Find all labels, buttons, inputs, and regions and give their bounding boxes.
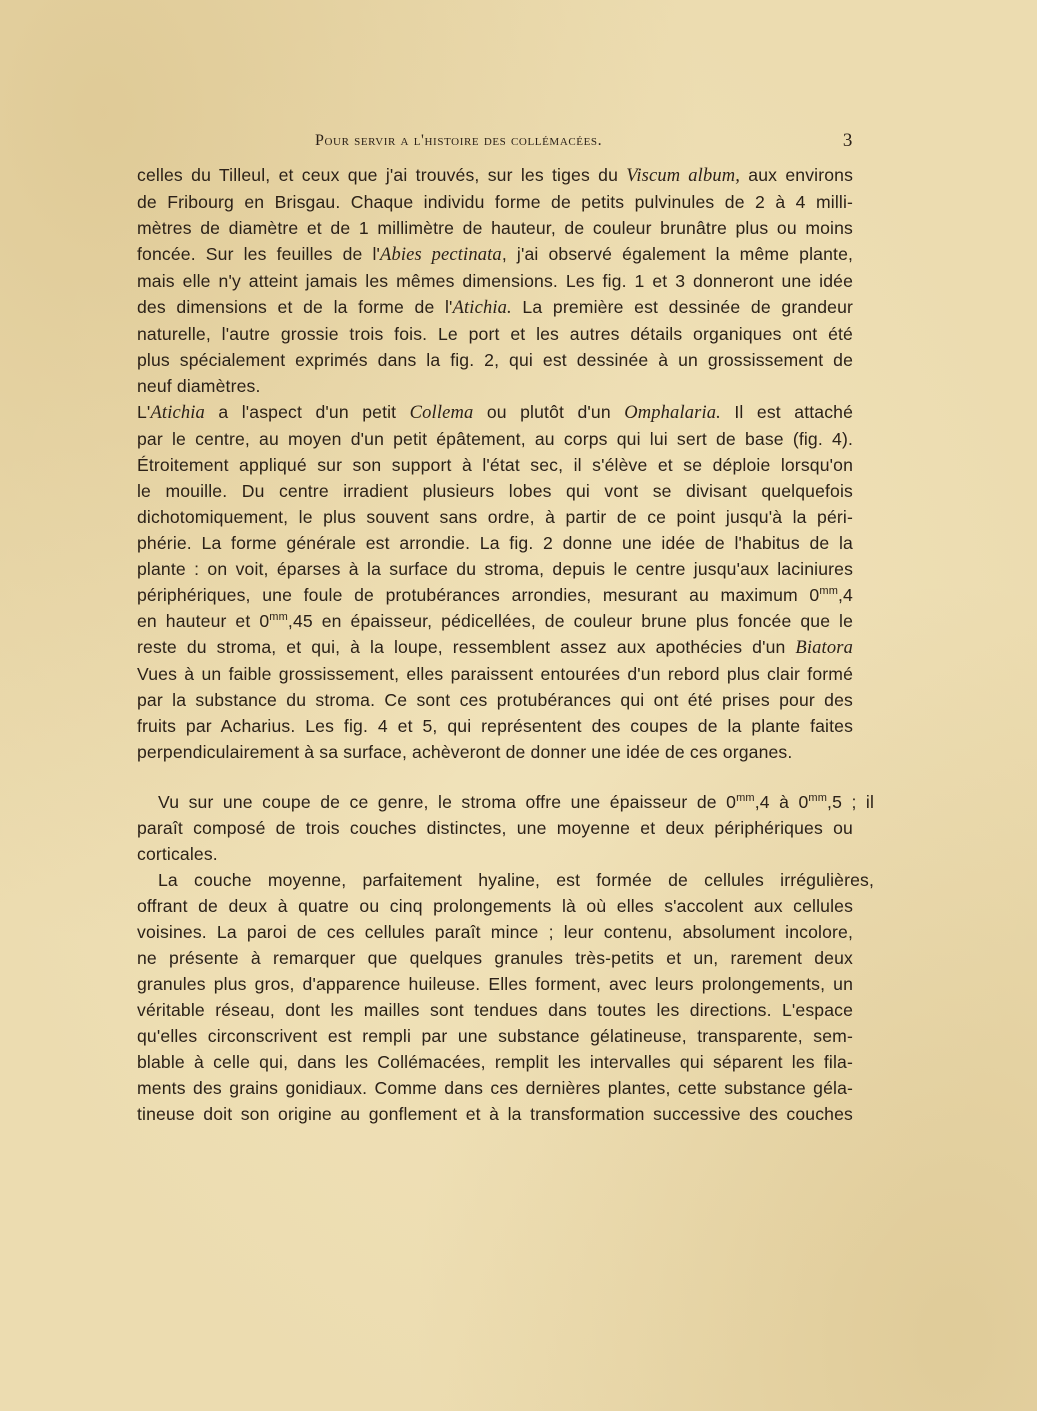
paragraph <box>137 867 875 1127</box>
text-line: Vu sur une coupe de ce genre, le stroma offre une épaisseur de $0^{mm},4$ à $0^{mm},5$ ; il <box>158 792 875 812</box>
text-line: qu'elles circonscrivent est rempli par une substance gélatineuse, transparente, sem- <box>137 1026 853 1046</box>
text-line: ne présente à remarquer que quelques granules très-petits et un, rarement deux <box>137 948 853 968</box>
text-line: phérie. La forme générale est arrondie. La fig. 2 donne une idée de l'habitus de la <box>137 533 853 553</box>
text-line: ments des grains gonidiaux. Comme dans ces dernières plantes, cette substance géla- <box>137 1078 854 1098</box>
page-body <box>137 162 875 1127</box>
paragraph <box>137 162 853 399</box>
text-line: corticales. <box>137 844 218 864</box>
section-gap <box>137 765 853 789</box>
text-line: de Fribourg en Brisgau. Chaque individu forme de petits pulvinules de 2 à 4 milli- <box>137 192 854 212</box>
italic-term: Atichia <box>150 403 205 423</box>
italic-term: Omphalaria. <box>624 403 721 423</box>
text-line: reste du stroma, et qui, à la loupe, ressemblent assez aux apothécies d'un Biatora <box>137 637 853 658</box>
text-line: mais elle n'y atteint jamais les mêmes dimensions. Les fig. 1 et 3 donneront une idée <box>137 271 854 291</box>
text-line: granules plus gros, d'apparence huileuse. Elles forment, avec leurs prolongements, un <box>137 974 854 994</box>
text-line: La couche moyenne, parfaitement hyaline, est formée de cellules irrégulières, <box>158 870 875 890</box>
text-line: tineuse doit son origine au gonflement et à la transformation successive des couches <box>137 1104 853 1124</box>
text-line: par le centre, au moyen d'un petit épâtement, au corps qui lui sert de base (fig. 4). <box>137 429 853 449</box>
text-line: véritable réseau, dont les mailles sont tendues dans toutes les directions. L'espace <box>137 1000 854 1020</box>
text-line: périphériques, une foule de protubérances arrondies, mesurant au maximum $0^{mm},4$ <box>137 585 853 605</box>
text-line: offrant de deux à quatre ou cinq prolongements là où elles s'accolent aux cellules <box>137 896 854 916</box>
text-line: foncée. Sur les feuilles de l'Abies pectinata, j'ai observé également la même plante, <box>137 244 854 265</box>
paragraph <box>137 789 875 867</box>
italic-term: Collema <box>409 403 474 423</box>
paragraph <box>137 399 853 765</box>
italic-term: Viscum album, <box>626 166 741 186</box>
text-line: perpendiculairement à sa surface, achèveront de donner une idée de ces organes. <box>137 742 793 762</box>
text-line: voisines. La paroi de ces cellules paraît mince ; leur contenu, absolument incolore, <box>137 922 853 942</box>
text-line: celles du Tilleul, et ceux que j'ai trouvés, sur les tiges du Viscum album, aux environs <box>137 165 854 186</box>
text-line: blable à celle qui, dans les Collémacées, remplit les intervalles qui séparent les fila- <box>137 1052 853 1072</box>
italic-term: Abies pectinata <box>380 245 502 265</box>
text-line: Vues à un faible grossissement, elles paraissent entourées d'un rebord plus clair formé <box>137 664 853 684</box>
page-number: 3 <box>842 130 853 151</box>
text-line: en hauteur et $0^{mm},45$ en épaisseur, pédicellées, de couleur brune plus foncée que le <box>137 611 854 631</box>
text-line: paraît composé de trois couches distinctes, une moyenne et deux périphériques ou <box>137 818 853 838</box>
text-line: dichotomiquement, le plus souvent sans ordre, à partir de ce point jusqu'à la péri- <box>137 507 853 527</box>
text-line: plus spécialement exprimés dans la fig. 2, qui est dessinée à un grossissement de <box>137 350 854 370</box>
text-line: L'Atichia a l'aspect d'un petit Collema ou plutôt d'un Omphalaria. Il est attaché <box>137 402 854 423</box>
text-line: naturelle, l'autre grossie trois fois. Le port et les autres détails organiques ont été <box>137 324 853 344</box>
running-title: Pour servir a l'histoire des collémacées. <box>315 132 603 149</box>
italic-term: Biatora <box>795 638 853 658</box>
text-line: neuf diamètres. <box>137 376 261 396</box>
text-line: des dimensions et de la forme de l'Atichia. La première est dessinée de grandeur <box>137 297 854 318</box>
text-line: mètres de diamètre et de 1 millimètre de hauteur, de couleur brunâtre plus ou moins <box>137 218 853 238</box>
text-line: le mouille. Du centre irradient plusieurs lobes qui vont se divisant quelquefois <box>137 481 853 501</box>
italic-term: Atichia. <box>452 298 512 318</box>
text-line: plante : on voit, éparses à la surface du stroma, depuis le centre jusqu'aux laciniures <box>137 559 854 579</box>
running-header <box>135 128 853 152</box>
text-line: Étroitement appliqué sur son support à l'état sec, il s'élève et se déploie lorsqu'on <box>137 455 854 475</box>
text-line: par la substance du stroma. Ce sont ces protubérances qui ont été prises pour des <box>137 690 854 710</box>
text-line: fruits par Acharius. Les fig. 4 et 5, qui représentent des coupes de la plante faites <box>137 716 854 736</box>
